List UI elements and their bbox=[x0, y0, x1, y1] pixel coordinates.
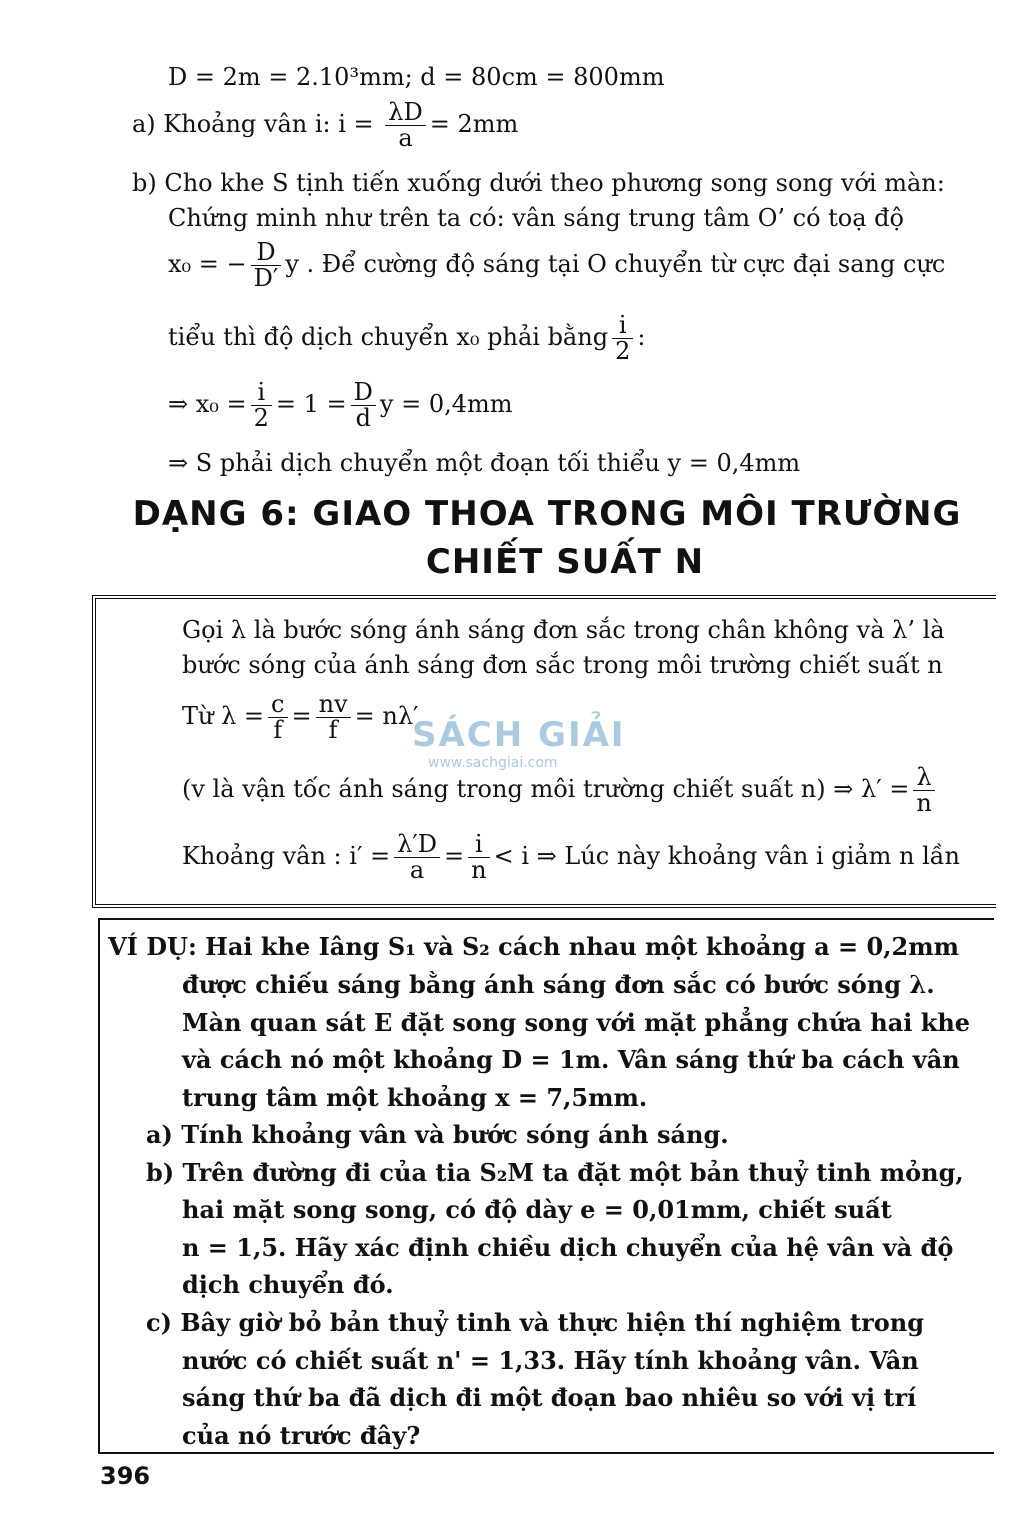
formula-text: (v là vận tốc ánh sáng trong môi trường chiết suất n) ⇒ λ′ = bbox=[182, 775, 910, 804]
formula-text: = nλ′ bbox=[354, 702, 419, 731]
solution-part-b-line3 bbox=[168, 240, 992, 291]
solution-line-given: D = 2m = 2.10³mm; d = 80cm = 800mm bbox=[168, 63, 665, 91]
fraction bbox=[913, 765, 934, 816]
part-a-text: a) Khoảng vân i: i = bbox=[132, 110, 382, 139]
theory-line2: bước sóng của ánh sáng đơn sắc trong môi trường chiết suất n bbox=[182, 651, 943, 679]
page-number: 396 bbox=[100, 1462, 151, 1490]
numerator: λD bbox=[385, 100, 425, 126]
denominator: 2 bbox=[253, 404, 269, 433]
formula-text: Khoảng vân : i′ = bbox=[182, 842, 391, 871]
example-line4: và cách nó một khoảng D = 1m. Vân sáng thứ ba cách vân bbox=[182, 1045, 960, 1074]
theory-line4 bbox=[182, 765, 939, 816]
solution-part-b-line4 bbox=[168, 313, 645, 364]
fraction bbox=[251, 380, 272, 431]
fraction bbox=[612, 313, 633, 364]
solution-part-b-line2: Chứng minh như trên ta có: vân sáng trung tâm O’ có toạ độ bbox=[168, 204, 904, 232]
numerator: i bbox=[612, 313, 633, 339]
denominator: a bbox=[409, 856, 425, 885]
example-question-c-line3: sáng thứ ba đã dịch đi một đoạn bao nhiêu so với vị trí bbox=[182, 1383, 917, 1412]
fraction bbox=[468, 832, 489, 883]
section-heading-line2: CHIẾT SUẤT N bbox=[425, 542, 705, 582]
section-heading-line1: DẠNG 6: GIAO THOA TRONG MÔI TRƯỜNG bbox=[132, 494, 962, 534]
denominator: d bbox=[355, 404, 371, 433]
fraction bbox=[385, 100, 425, 151]
numerator: nv bbox=[316, 692, 351, 718]
denominator: f bbox=[328, 716, 338, 745]
fraction bbox=[316, 692, 351, 743]
denominator: f bbox=[273, 716, 283, 745]
example-question-c-line4: của nó trước đây? bbox=[182, 1421, 421, 1450]
formula-text: tiểu thì độ dịch chuyển x₀ phải bằng bbox=[168, 323, 609, 352]
example-question-a: a) Tính khoảng vân và bước sóng ánh sáng. bbox=[146, 1120, 729, 1149]
solution-part-b-line5 bbox=[168, 380, 513, 431]
example-question-b-line2: hai mặt song song, có độ dày e = 0,01mm, chiết suất bbox=[182, 1195, 892, 1224]
formula-text: : bbox=[637, 323, 646, 352]
formula-text: = bbox=[291, 702, 312, 731]
part-a-result: = 2mm bbox=[429, 110, 519, 139]
denominator: D′ bbox=[253, 264, 279, 292]
formula-text: = 1 = bbox=[275, 390, 347, 419]
watermark-brand: SÁCH GIẢI bbox=[412, 715, 626, 755]
watermark-logo bbox=[412, 715, 626, 771]
example-question-c-line2: nước có chiết suất n' = 1,33. Hãy tính khoảng vân. Vân bbox=[182, 1346, 919, 1375]
formula-text: ⇒ x₀ = bbox=[168, 390, 247, 419]
theory-line1: Gọi λ là bước sóng ánh sáng đơn sắc trong chân không và λ’ là bbox=[182, 616, 945, 644]
fraction bbox=[251, 240, 282, 291]
numerator: λ′D bbox=[394, 832, 440, 858]
denominator: 2 bbox=[615, 337, 631, 366]
example-line3: Màn quan sát E đặt song song với mặt phẳng chứa hai khe bbox=[182, 1008, 971, 1037]
formula-text: y = 0,4mm bbox=[379, 390, 513, 419]
denominator: n bbox=[471, 856, 487, 885]
formula-text: x₀ = − bbox=[168, 250, 247, 279]
formula-text: = bbox=[444, 842, 465, 871]
example-question-b-line4: dịch chuyển đó. bbox=[182, 1270, 394, 1299]
solution-part-b-line1: b) Cho khe S tịnh tiến xuống dưới theo phương song song với màn: bbox=[132, 169, 945, 197]
fraction bbox=[394, 832, 440, 883]
formula-text: y . Để cường độ sáng tại O chuyển từ cực đại sang cực bbox=[285, 250, 946, 279]
theory-line3 bbox=[182, 692, 418, 743]
solution-part-a bbox=[132, 100, 518, 151]
denominator: n bbox=[916, 789, 932, 818]
fraction bbox=[268, 692, 287, 743]
numerator: i bbox=[468, 832, 489, 858]
numerator: i bbox=[251, 380, 272, 406]
numerator: c bbox=[268, 692, 287, 718]
fraction bbox=[351, 380, 376, 431]
example-line2: được chiếu sáng bằng ánh sáng đơn sắc có bước sóng λ. bbox=[182, 970, 935, 999]
example-question-b-line1: b) Trên đường đi của tia S₂M ta đặt một bản thuỷ tinh mỏng, bbox=[146, 1158, 964, 1187]
solution-part-b-conclusion: ⇒ S phải dịch chuyển một đoạn tối thiểu y = 0,4mm bbox=[168, 449, 801, 477]
example-line5: trung tâm một khoảng x = 7,5mm. bbox=[182, 1083, 648, 1112]
denominator: a bbox=[398, 124, 413, 153]
numerator: D bbox=[351, 380, 376, 406]
theory-line5 bbox=[182, 832, 960, 883]
numerator: D bbox=[251, 240, 282, 266]
example-question-b-line3: n = 1,5. Hãy xác định chiều dịch chuyển của hệ vân và độ bbox=[182, 1233, 954, 1262]
watermark-url: www.sachgiai.com bbox=[428, 755, 558, 771]
formula-text: < i ⇒ Lúc này khoảng vân i giảm n lần bbox=[493, 842, 960, 871]
example-question-c-line1: c) Bây giờ bỏ bản thuỷ tinh và thực hiện thí nghiệm trong bbox=[146, 1308, 924, 1337]
example-line1: VÍ DỤ: Hai khe Iâng S₁ và S₂ cách nhau một khoảng a = 0,2mm bbox=[108, 932, 959, 961]
formula-text: Từ λ = bbox=[182, 702, 265, 731]
numerator: λ bbox=[913, 765, 934, 791]
